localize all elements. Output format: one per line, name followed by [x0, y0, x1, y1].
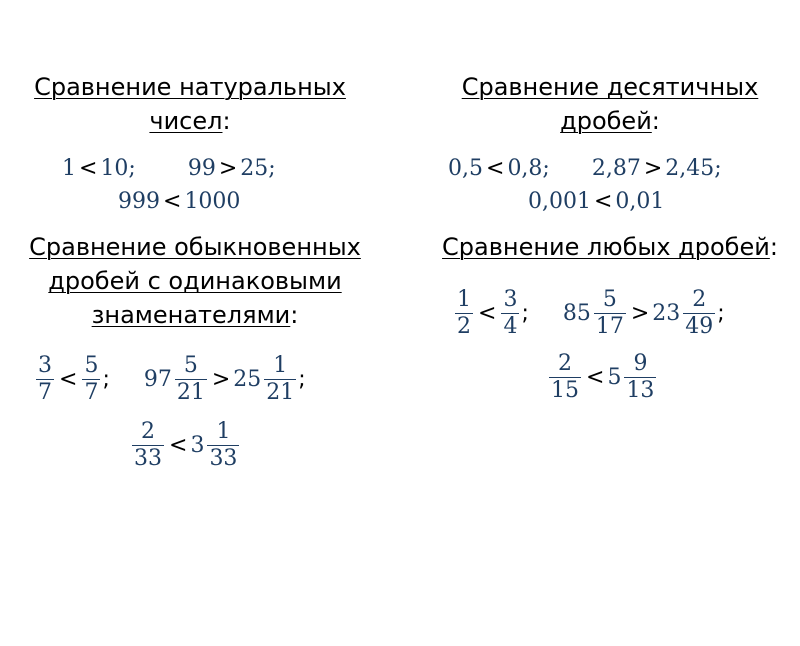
natural-b1: 10;	[100, 155, 136, 181]
less-than-sign: <	[486, 155, 505, 181]
decimal-b1: 0,8;	[507, 155, 550, 181]
natural-row-1	[62, 152, 276, 184]
decimal-row2-a: 0,001	[528, 188, 591, 214]
fraction-numerator: 2	[558, 350, 572, 376]
any-row-2	[547, 342, 658, 412]
greater-than-sign: >	[630, 300, 650, 326]
fraction-denominator: 4	[503, 313, 518, 339]
natural-heading-main: Сравнение натуральных	[34, 73, 346, 101]
fraction-denominator: 49	[685, 313, 714, 339]
fraction-numerator: 3	[38, 352, 52, 378]
natural-heading-colon: :	[222, 107, 231, 135]
fraction-numerator: 5	[84, 352, 99, 378]
fraction-denominator: 33	[134, 445, 162, 471]
fraction-denominator: 15	[551, 377, 579, 403]
common-heading-line1: Сравнение обыкновенных	[29, 233, 361, 261]
fraction	[624, 351, 656, 404]
natural-a2: 99	[187, 155, 216, 181]
greater-than-sign: >	[643, 155, 663, 181]
mixed-number-whole: 23	[652, 300, 681, 326]
natural-row2-b: 1000	[184, 188, 241, 214]
fraction	[132, 419, 164, 472]
fraction-numerator: 2	[141, 418, 155, 444]
semicolon: ;	[717, 300, 725, 326]
common-fractions-heading	[15, 230, 375, 332]
decimal-a2: 2,87	[591, 155, 641, 181]
semicolon: ;	[102, 366, 110, 392]
decimal-row-2	[528, 186, 664, 216]
greater-than-sign: >	[211, 366, 231, 392]
common-heading-colon: :	[290, 301, 299, 329]
fraction	[207, 419, 239, 472]
any-row-1	[453, 278, 725, 348]
natural-row2-a: 999	[118, 188, 160, 214]
fraction-numerator: 5	[183, 352, 198, 378]
common-row-1	[34, 344, 306, 414]
fraction	[82, 353, 100, 406]
fraction	[455, 287, 473, 340]
less-than-sign: <	[79, 155, 98, 181]
greater-than-sign: >	[218, 155, 238, 181]
natural-row-2	[118, 186, 240, 216]
decimal-a1: 0,5	[448, 155, 483, 181]
fraction-denominator: 2	[457, 313, 471, 339]
common-row-2	[130, 410, 241, 480]
less-than-sign: <	[586, 364, 605, 390]
common-heading-line2: дробей с одинаковыми	[48, 267, 342, 295]
decimal-heading-main: Сравнение десятичных	[461, 73, 759, 101]
fraction-numerator: 3	[503, 286, 518, 312]
less-than-sign: <	[593, 188, 613, 214]
decimal-row2-b: 0,01	[615, 188, 665, 214]
fraction	[264, 353, 296, 406]
fraction-denominator: 7	[84, 379, 99, 405]
fraction-denominator: 13	[626, 377, 655, 403]
natural-b2: 25;	[240, 155, 276, 181]
fraction	[549, 351, 581, 404]
mixed-number-whole: 85	[562, 300, 591, 326]
any-heading-colon: :	[769, 233, 778, 261]
any-heading-main: Сравнение любых дробей	[442, 233, 770, 261]
semicolon: ;	[298, 366, 306, 392]
semicolon: ;	[521, 300, 529, 326]
fraction-denominator: 21	[266, 379, 295, 405]
mixed-number-whole: 3	[190, 432, 205, 458]
decimal-row-1	[448, 152, 722, 184]
less-than-sign: <	[478, 300, 497, 326]
mixed-number-whole: 5	[607, 364, 622, 390]
fraction-numerator: 1	[273, 352, 288, 378]
mixed-number-whole: 97	[143, 366, 172, 392]
decimal-heading-colon: :	[651, 107, 660, 135]
less-than-sign: <	[163, 188, 182, 214]
any-fractions-heading	[430, 230, 790, 264]
natural-heading	[20, 70, 360, 138]
fraction-denominator: 33	[209, 445, 238, 471]
mixed-number-whole: 25	[233, 366, 262, 392]
decimal-b2: 2,45;	[665, 155, 722, 181]
natural-a1: 1	[62, 155, 76, 181]
fraction-numerator: 1	[216, 418, 231, 444]
common-heading-line3: знаменателями	[91, 301, 291, 329]
less-than-sign: <	[59, 366, 78, 392]
natural-heading-tail: чисел	[149, 107, 223, 135]
fraction-numerator: 9	[633, 350, 648, 376]
fraction-numerator: 2	[692, 286, 707, 312]
fraction-numerator: 1	[457, 286, 471, 312]
fraction-denominator: 7	[38, 379, 52, 405]
fraction-denominator: 21	[176, 379, 205, 405]
fraction	[175, 353, 207, 406]
fraction	[36, 353, 54, 406]
decimal-heading	[440, 70, 780, 138]
fraction	[501, 287, 519, 340]
fraction	[594, 287, 626, 340]
fraction-numerator: 5	[602, 286, 617, 312]
decimal-heading-tail: дробей	[560, 107, 652, 135]
fraction-denominator: 17	[595, 313, 624, 339]
less-than-sign: <	[169, 432, 188, 458]
fraction	[683, 287, 715, 340]
